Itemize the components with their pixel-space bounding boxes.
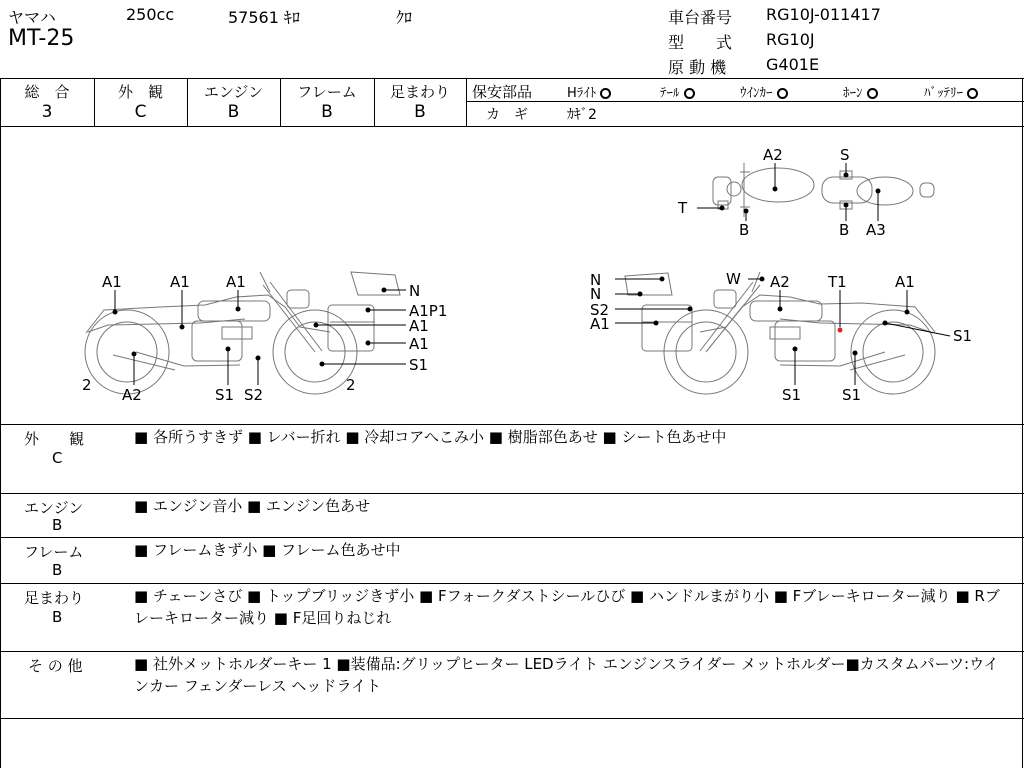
grade-exterior-value: C	[134, 102, 147, 122]
damage-diagram	[0, 127, 1022, 423]
left-a1c: A1	[226, 273, 246, 291]
mileage: 57561 ｷﾛ	[228, 8, 300, 27]
grade-total-value: 3	[41, 102, 53, 122]
key-value: ｶｷﾞ2	[567, 107, 597, 123]
engine-label: 原 動 機	[668, 58, 727, 77]
left-a2: A2	[122, 386, 142, 404]
right-w: W	[726, 270, 741, 288]
engine-value: G401E	[766, 55, 820, 74]
remark-engine-title: エンジン	[24, 499, 84, 517]
damage-marker-red	[838, 328, 843, 333]
right-s2: S2	[590, 301, 610, 319]
right-s1a: S1	[782, 386, 802, 404]
left-a1a: A1	[102, 273, 122, 291]
left-s1: S1	[215, 386, 235, 404]
remark-other-text: ■ 社外メットホルダーキー 1 ■装備品:グリップヒーター LEDライト エンジンスライダー メットホルダー■カスタムパーツ:ウインカー フェンダーレス ヘッドライト	[134, 655, 999, 695]
left-a1p1: A1P1	[409, 302, 448, 320]
remark-exterior-title: 外 観	[24, 430, 85, 448]
frame-number: RG10J-011417	[766, 5, 881, 24]
safety-item-horn: ﾎｰﾝ	[843, 82, 878, 101]
safety-item-headlight: Hﾗｲﾄ	[567, 82, 611, 101]
left-n: N	[409, 282, 421, 300]
ok-circle-icon	[777, 88, 788, 99]
left-s2: S2	[244, 386, 264, 404]
left-s1r: S1	[409, 356, 429, 374]
left-a1d: A1	[409, 317, 429, 335]
remark-suspension-text: ■ チェーンさび ■ トップブリッジきず小 ■ Fフォークダストシールひび ■ ハンドルまがり小 ■ Fブレーキローター減り ■ Rブレーキローター減り ■ F足回りねじれ	[134, 587, 1000, 627]
left-2b: 2	[346, 376, 356, 394]
right-s1b: S1	[842, 386, 862, 404]
model-name: MT-25	[8, 26, 75, 51]
type-value: RG10J	[766, 30, 815, 49]
right-a2: A2	[770, 273, 790, 291]
maker: ヤマハ	[8, 8, 56, 27]
left-a1e: A1	[409, 335, 429, 353]
remark-frame-title: フレーム	[24, 543, 84, 561]
right-s1r: S1	[953, 327, 973, 345]
right-a1r: A1	[895, 273, 915, 291]
remark-other-title: そ の 他	[28, 657, 83, 675]
top-t: T	[678, 199, 688, 217]
grade-total-label: 総 合	[24, 83, 70, 101]
ok-circle-icon	[600, 88, 611, 99]
ok-circle-icon	[967, 88, 978, 99]
top-s: S	[840, 146, 850, 164]
key-label: カ ギ	[486, 107, 528, 123]
right-a1: A1	[590, 315, 610, 333]
left-2a: 2	[82, 376, 92, 394]
remark-exterior-grade: C	[52, 449, 63, 467]
remark-frame-grade: B	[52, 561, 63, 579]
ok-circle-icon	[684, 88, 695, 99]
remark-frame-text: ■ フレームきず小 ■ フレーム色あせ中	[134, 541, 401, 559]
safety-label: 保安部品	[472, 83, 533, 101]
remark-engine-grade: B	[52, 516, 63, 534]
top-a3: A3	[866, 221, 886, 239]
grade-engine-value: B	[227, 102, 240, 122]
grade-frame-label: フレーム	[297, 83, 357, 101]
grade-suspension-label: 足まわり	[389, 83, 450, 101]
grade-suspension-value: B	[414, 102, 426, 122]
safety-item-winker: ｳｲﾝｶｰ	[740, 82, 788, 101]
right-n1: N	[590, 271, 602, 289]
top-b2: B	[839, 221, 850, 239]
top-a2: A2	[763, 146, 783, 164]
frame-label: 車台番号	[668, 8, 733, 27]
color: ｸﾛ	[396, 8, 413, 27]
grade-engine-label: エンジン	[203, 83, 264, 101]
remark-suspension-grade: B	[52, 608, 63, 626]
ok-circle-icon	[867, 88, 878, 99]
grade-frame-value: B	[321, 102, 333, 122]
remark-suspension-title: 足まわり	[24, 589, 85, 607]
displacement: 250cc	[126, 5, 175, 24]
top-b1: B	[739, 221, 750, 239]
remark-engine-text: ■ エンジン音小 ■ エンジン色あせ	[134, 497, 371, 515]
safety-item-tail: ﾃｰﾙ	[660, 82, 695, 101]
remark-exterior-text: ■ 各所うすきず ■ レバー折れ ■ 冷却コアへこみ小 ■ 樹脂部色あせ ■ シート色あせ中	[134, 428, 727, 446]
grade-exterior-label: 外 観	[117, 83, 163, 101]
type-label: 型 式	[668, 33, 733, 52]
right-n2: N	[590, 285, 602, 303]
safety-item-battery: ﾊﾞｯﾃﾘｰ	[924, 82, 978, 101]
right-t1: T1	[828, 273, 847, 291]
left-a1b: A1	[170, 273, 190, 291]
